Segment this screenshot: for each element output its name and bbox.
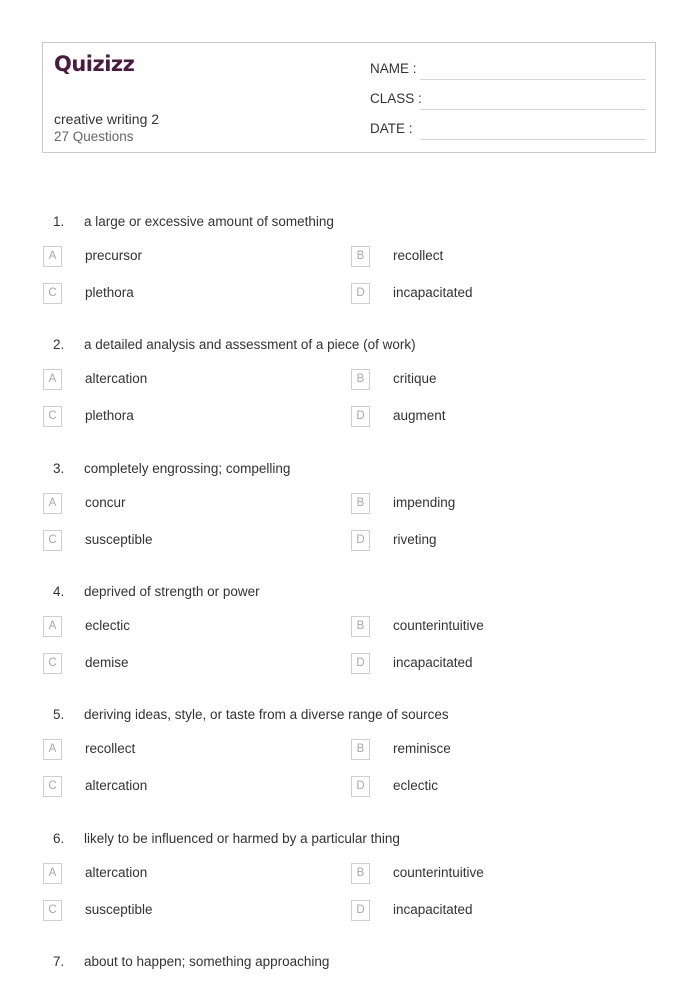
answer-option[interactable] xyxy=(351,863,651,885)
question-item xyxy=(0,584,700,604)
question-number: 7. xyxy=(53,954,65,969)
answer-option[interactable] xyxy=(351,283,651,305)
option-letter-box: A xyxy=(43,369,62,390)
option-text: incapacitated xyxy=(393,902,473,917)
question-number: 1. xyxy=(53,214,65,229)
answer-option[interactable] xyxy=(43,900,343,922)
option-letter-box: B xyxy=(351,863,370,884)
answer-option[interactable] xyxy=(351,653,651,675)
option-text: altercation xyxy=(85,865,148,880)
option-text: susceptible xyxy=(85,902,153,917)
question-number: 2. xyxy=(53,337,65,352)
name-label: NAME : xyxy=(370,61,417,76)
option-letter-box: C xyxy=(43,900,62,921)
name-line xyxy=(420,79,646,80)
option-letter-box: B xyxy=(351,246,370,267)
answer-option[interactable] xyxy=(351,246,651,268)
question-text: a detailed analysis and assessment of a piece (of work) xyxy=(84,337,416,352)
answer-option[interactable] xyxy=(43,530,343,552)
question-number: 4. xyxy=(53,584,65,599)
question-item xyxy=(0,337,700,357)
option-letter-box: B xyxy=(351,739,370,760)
class-label: CLASS : xyxy=(370,91,422,106)
answer-option[interactable] xyxy=(43,739,343,761)
worksheet-header xyxy=(42,42,656,153)
answer-option[interactable] xyxy=(351,776,651,798)
question-text: deprived of strength or power xyxy=(84,584,260,599)
option-text: recollect xyxy=(393,248,444,263)
option-letter-box: A xyxy=(43,616,62,637)
option-letter-box: D xyxy=(351,530,370,551)
question-item xyxy=(0,461,700,481)
option-text: concur xyxy=(85,495,126,510)
option-letter-box: A xyxy=(43,863,62,884)
answer-option[interactable] xyxy=(351,616,651,638)
option-letter-box: A xyxy=(43,739,62,760)
option-text: impending xyxy=(393,495,456,510)
option-letter-box: D xyxy=(351,900,370,921)
option-letter-box: C xyxy=(43,530,62,551)
option-text: eclectic xyxy=(393,778,439,793)
name-field[interactable] xyxy=(370,61,646,81)
option-letter-box: C xyxy=(43,406,62,427)
answer-option[interactable] xyxy=(43,653,343,675)
question-number: 6. xyxy=(53,831,65,846)
answer-option[interactable] xyxy=(43,863,343,885)
question-text: deriving ideas, style, or taste from a diverse range of sources xyxy=(84,707,449,722)
option-text: incapacitated xyxy=(393,655,473,670)
option-text: susceptible xyxy=(85,532,153,547)
option-letter-box: C xyxy=(43,283,62,304)
question-text: a large or excessive amount of something xyxy=(84,214,334,229)
answer-option[interactable] xyxy=(351,739,651,761)
question-item xyxy=(0,831,700,851)
question-number: 3. xyxy=(53,461,65,476)
option-letter-box: B xyxy=(351,616,370,637)
date-line xyxy=(420,139,646,140)
answer-option[interactable] xyxy=(43,369,343,391)
question-text: completely engrossing; compelling xyxy=(84,461,291,476)
option-text: recollect xyxy=(85,741,136,756)
option-letter-box: A xyxy=(43,246,62,267)
answer-option[interactable] xyxy=(43,406,343,428)
answer-option[interactable] xyxy=(351,493,651,515)
answer-option[interactable] xyxy=(43,493,343,515)
option-letter-box: D xyxy=(351,406,370,427)
option-text: counterintuitive xyxy=(393,618,484,633)
date-field[interactable] xyxy=(370,121,646,141)
option-text: incapacitated xyxy=(393,285,473,300)
option-text: critique xyxy=(393,371,437,386)
class-field[interactable] xyxy=(370,91,646,111)
option-letter-box: C xyxy=(43,653,62,674)
option-letter-box: D xyxy=(351,653,370,674)
quizizz-logo: Quizizz xyxy=(54,52,135,76)
option-text: eclectic xyxy=(85,618,131,633)
option-letter-box: B xyxy=(351,493,370,514)
question-count: 27 Questions xyxy=(54,129,134,144)
question-number: 5. xyxy=(53,707,65,722)
answer-option[interactable] xyxy=(351,530,651,552)
answer-option[interactable] xyxy=(351,369,651,391)
date-label: DATE : xyxy=(370,121,413,136)
option-text: plethora xyxy=(85,408,134,423)
option-letter-box: B xyxy=(351,369,370,390)
answer-option[interactable] xyxy=(43,283,343,305)
question-item xyxy=(0,214,700,234)
option-text: plethora xyxy=(85,285,134,300)
option-text: altercation xyxy=(85,371,148,386)
option-text: riveting xyxy=(393,532,437,547)
question-item xyxy=(0,707,700,727)
option-text: demise xyxy=(85,655,129,670)
answer-option[interactable] xyxy=(351,406,651,428)
answer-option[interactable] xyxy=(43,616,343,638)
class-line xyxy=(420,109,646,110)
option-letter-box: C xyxy=(43,776,62,797)
option-text: augment xyxy=(393,408,446,423)
question-text: likely to be influenced or harmed by a particular thing xyxy=(84,831,400,846)
option-letter-box: D xyxy=(351,283,370,304)
option-text: counterintuitive xyxy=(393,865,484,880)
question-item xyxy=(0,954,700,974)
question-text: about to happen; something approaching xyxy=(84,954,330,969)
worksheet-title: creative writing 2 xyxy=(54,111,160,127)
option-text: precursor xyxy=(85,248,143,263)
option-text: altercation xyxy=(85,778,148,793)
answer-option[interactable] xyxy=(351,900,651,922)
answer-option[interactable] xyxy=(43,776,343,798)
answer-option[interactable] xyxy=(43,246,343,268)
option-letter-box: D xyxy=(351,776,370,797)
option-letter-box: A xyxy=(43,493,62,514)
option-text: reminisce xyxy=(393,741,451,756)
